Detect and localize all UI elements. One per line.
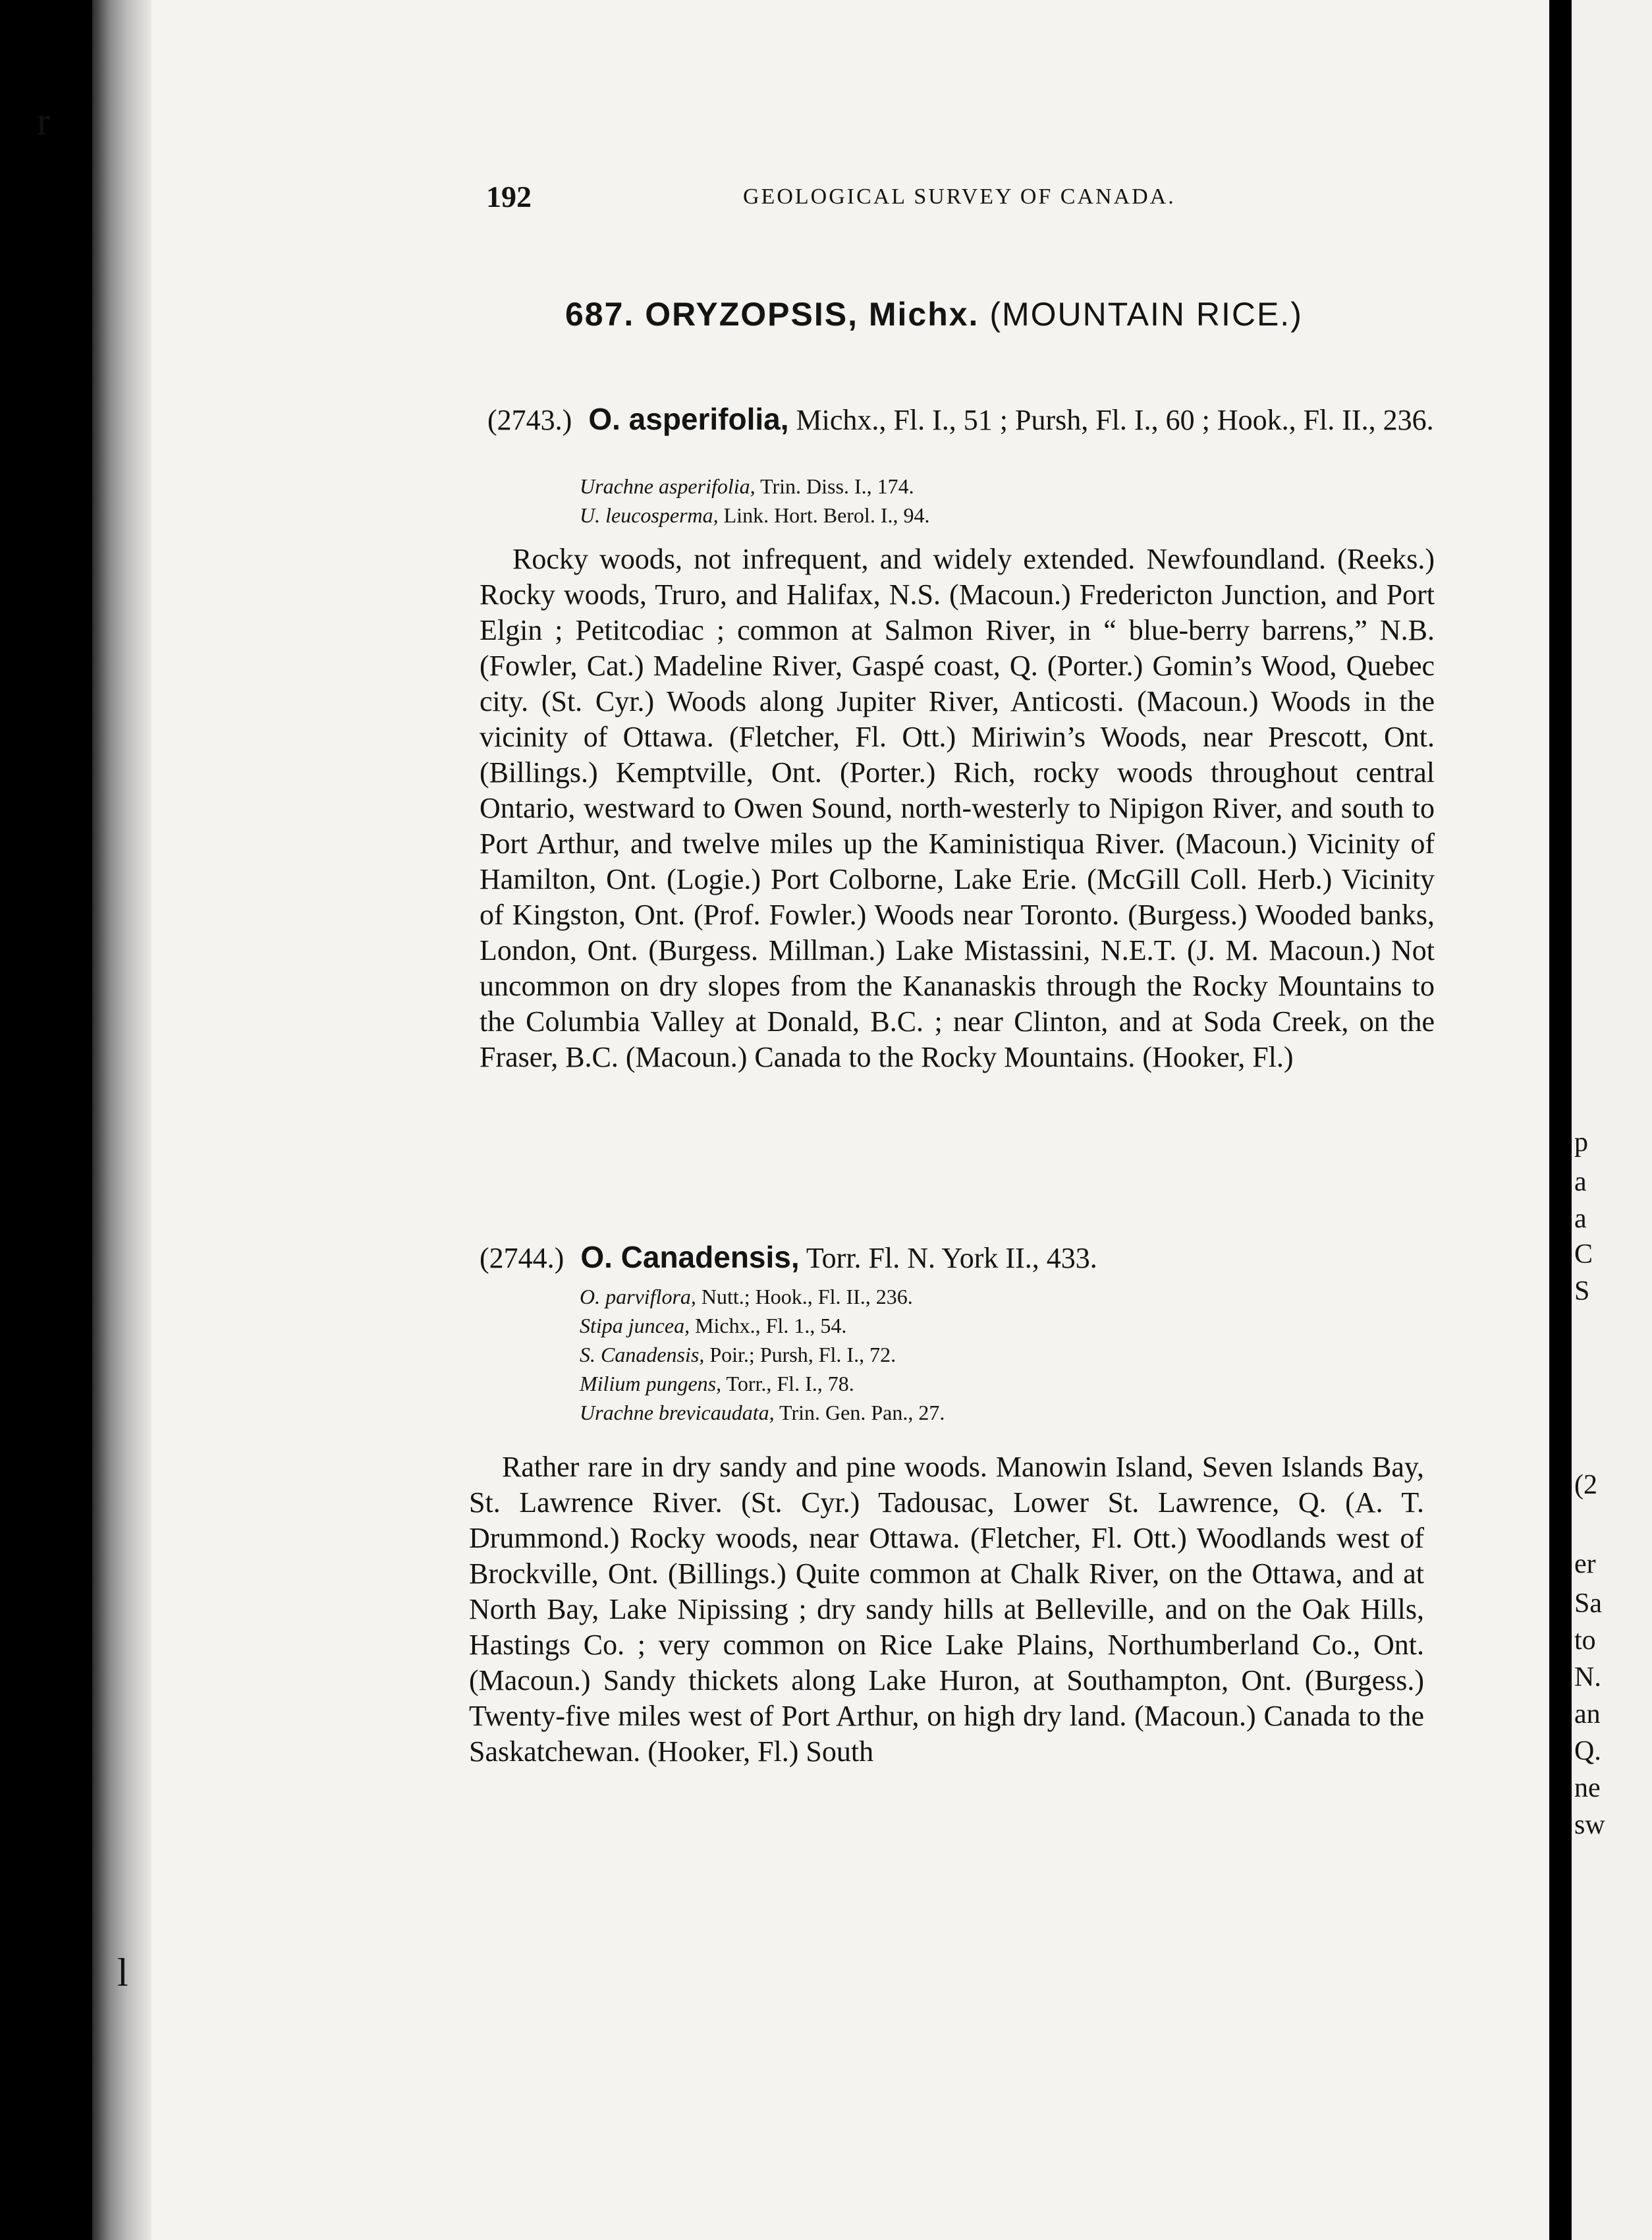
adjacent-page-fragment: p bbox=[1574, 1127, 1588, 1158]
synonym: U. leucosperma, Link. Hort. Berol. I., 94. bbox=[580, 503, 930, 527]
adjacent-page-fragment: a bbox=[1574, 1167, 1587, 1197]
adjacent-page-fragment: a bbox=[1574, 1204, 1587, 1234]
synonym: Milium pungens, Torr., Fl. I., 78. bbox=[580, 1372, 854, 1395]
genus-name: 687. ORYZOPSIS, Michx. bbox=[565, 296, 979, 333]
margin-mark-bottom: l bbox=[117, 1951, 128, 1994]
adjacent-page-fragment: er bbox=[1574, 1549, 1596, 1579]
adjacent-page-edge bbox=[1572, 0, 1652, 2240]
species-number: (2743.) bbox=[487, 404, 572, 436]
book-page bbox=[92, 0, 1549, 2240]
genus-heading bbox=[565, 295, 1421, 333]
species-citation: Torr. Fl. N. York II., 433. bbox=[806, 1242, 1097, 1274]
synonym: Stipa juncea, Michx., Fl. 1., 54. bbox=[580, 1314, 847, 1337]
description-text: Rather rare in dry sandy and pine woods. Manowin Island, Seven Islands Bay, St. Lawrence River. (St. Cyr.) Tadousac, Lower St. Lawrence, Q. (A. T. Drummond.) Rocky woods, near Ottawa. (Fletcher, Fl. Ott.) Woodlands west of Brockville, Ont. (Billings.) Quite common at Chalk River, on the Ottawa, and at North Bay, Lake Nipissing ; dry sandy hills at Belleville, and on the Oak Hills, Hastings Co. ; very common on Rice Lake Plains, Northumberland Co., Ont. (Macoun.) Sandy thickets along Lake Huron, at Southampton, Ont. (Burgess.) Twenty-five miles west of Port Arthur, on high dry land. (Macoun.) Canada to the Saskatchewan. (Hooker, Fl.) South bbox=[469, 1451, 1424, 1768]
synonym: S. Canadensis, Poir.; Pursh, Fl. I., 72. bbox=[580, 1343, 896, 1366]
running-title: GEOLOGICAL SURVEY OF CANADA. bbox=[743, 184, 1176, 209]
margin-mark-top: r bbox=[37, 99, 50, 143]
species-name: O. Canadensis, bbox=[580, 1240, 800, 1274]
adjacent-page-fragment: sw bbox=[1574, 1810, 1605, 1840]
synonym-list bbox=[580, 472, 929, 530]
adjacent-page-fragment: N. bbox=[1574, 1662, 1601, 1693]
page-number: 192 bbox=[486, 180, 532, 213]
species-description bbox=[480, 542, 1435, 1075]
species-number: (2744.) bbox=[480, 1242, 564, 1274]
genus-vernacular: (MOUNTAIN RICE.) bbox=[989, 296, 1303, 333]
synonym: O. parviflora, Nutt.; Hook., Fl. II., 236. bbox=[580, 1285, 913, 1308]
synonym-list bbox=[580, 1282, 945, 1427]
description-text: Rocky woods, not infrequent, and widely extended. Newfoundland. (Reeks.) Rocky woods, Truro, and Halifax, N.S. (Macoun.) Fredericton Junction, and Port Elgin ; Petitcodiac ; common at Salmon River, in “ blue-berry barrens,” N.B. (Fowler, Cat.) Madeline River, Gaspé coast, Q. (Porter.) Gomin’s Wood, Quebec city. (St. Cyr.) Woods along Jupiter River, Anticosti. (Macoun.) Woods in the vicinity of Ottawa. (Fletcher, Fl. Ott.) Miriwin’s Woods, near Prescott, Ont. (Billings.) Kemptville, Ont. (Porter.) Rich, rocky woods throughout central Ontario, westward to Owen Sound, north-westerly to Nipigon River, and south to Port Arthur, and twelve miles up the Kaministiqua River. (Macoun.) Vicinity of Hamilton, Ont. (Logie.) Port Colborne, Lake Erie. (McGill Coll. Herb.) Vicinity of Kingston, Ont. (Prof. Fowler.) Woods near Toronto. (Burgess.) Wooded banks, London, Ont. (Burgess. Millman.) Lake Mistassini, N.E.T. (J. M. Macoun.) Not uncommon on dry slopes from the Kananaskis through the Rocky Mountains to the Columbia Valley at Donald, B.C. ; near Clinton, and at Soda Creek, on the Fraser, B.C. (Macoun.) Canada to the Rocky Mountains. (Hooker, Fl.) bbox=[480, 543, 1435, 1073]
page-gutter-shadow bbox=[92, 0, 151, 2240]
adjacent-page-fragment: (2 bbox=[1574, 1470, 1597, 1500]
adjacent-page-fragment: an bbox=[1574, 1699, 1601, 1729]
species-entry-heading bbox=[480, 1239, 1428, 1277]
synonym: Urachne brevicaudata, Trin. Gen. Pan., 27. bbox=[580, 1401, 945, 1424]
synonym: Urachne asperifolia, Trin. Diss. I., 174. bbox=[580, 474, 914, 498]
species-description bbox=[469, 1449, 1424, 1770]
adjacent-page-fragment: Sa bbox=[1574, 1588, 1602, 1619]
adjacent-page-fragment: C bbox=[1574, 1239, 1593, 1270]
adjacent-page-fragment: to bbox=[1574, 1625, 1596, 1656]
species-entry-heading bbox=[487, 401, 1436, 439]
species-citation: Michx., Fl. I., 51 ; Pursh, Fl. I., 60 ; Hook., Fl. II., 236. bbox=[796, 404, 1434, 436]
species-name: O. asperifolia, bbox=[588, 402, 789, 436]
adjacent-page-fragment: ne bbox=[1574, 1773, 1601, 1803]
adjacent-page-fragment: S bbox=[1574, 1276, 1590, 1306]
adjacent-page-fragment: Q. bbox=[1574, 1736, 1601, 1766]
